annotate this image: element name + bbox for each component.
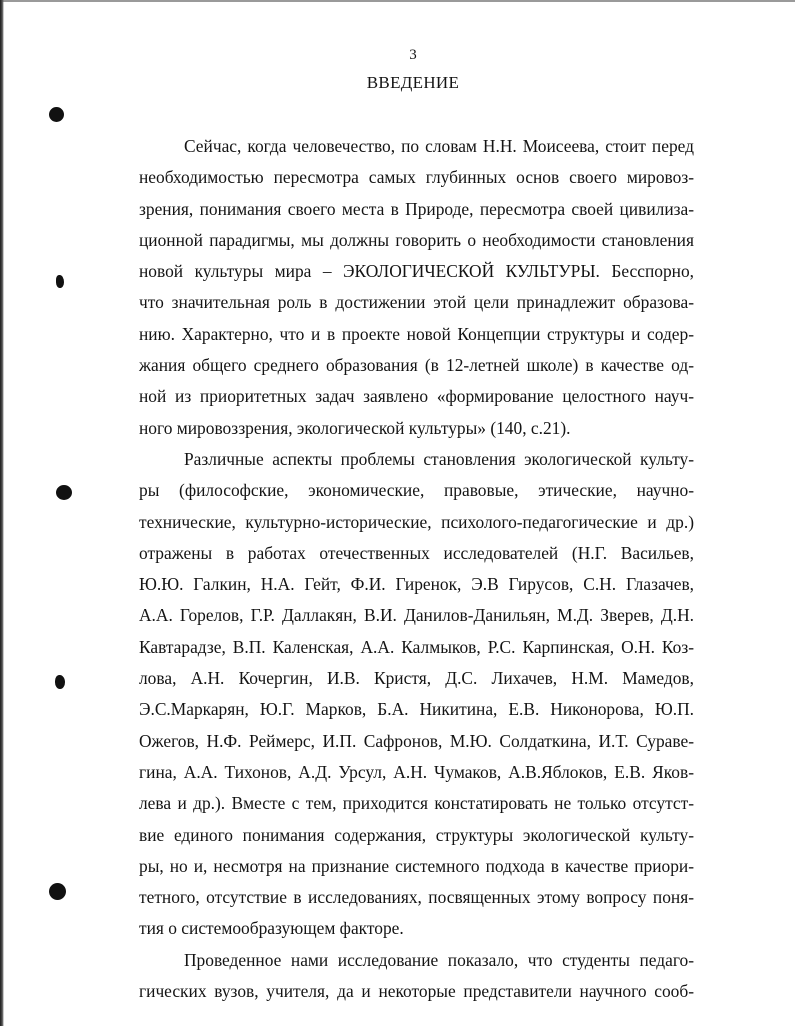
text-line: Проведенное нами исследование показало, что студенты педаго- — [184, 949, 694, 970]
text-line: вие единого понимания содержания, структуры экологической культу- — [139, 824, 694, 845]
paragraph-2 — [139, 444, 694, 945]
text-line: ры (философские, экономические, правовые, этические, научно- — [139, 480, 694, 501]
page-title: ВВЕДЕНИЕ — [366, 73, 460, 92]
text-line: ной из приоритетных задач заявлено «формирование целостного науч- — [139, 386, 694, 407]
binding-hole-mark — [55, 675, 65, 689]
text-line: лева и др.). Вместе с тем, приходится констатировать не только отсутст- — [139, 793, 694, 814]
text-line: технические, культурно-исторические, психолого-педагогические и др.) — [139, 511, 694, 532]
text-line: Кавтарадзе, В.П. Каленская, А.А. Калмыков, Р.С. Карпинская, О.Н. Коз- — [139, 636, 694, 657]
text-line: Ожегов, Н.Ф. Реймерс, И.П. Сафронов, М.Ю. Солдаткина, И.Т. Сураве- — [139, 730, 694, 751]
page-number: 3 — [409, 47, 417, 63]
scan-left-edge — [0, 0, 4, 1026]
text-line: отражены в работах отечественных исследователей (Н.Г. Васильев, — [139, 542, 694, 563]
text-line: А.А. Горелов, Г.Р. Даллакян, В.И. Данилов-Данильян, М.Д. Зверев, Д.Н. — [139, 605, 694, 626]
text-line: тия о системообразующем факторе. — [139, 918, 404, 939]
paragraph-3 — [139, 945, 694, 1008]
text-line: Сейчас, когда человечество, по словам Н.Н. Моисеева, стоит перед — [184, 136, 694, 156]
text-line: ционной парадигмы, мы должны говорить о необходимости становления — [139, 229, 694, 250]
text-line: ры, но и, несмотря на признание системного подхода в качестве приори- — [139, 855, 694, 876]
text-line: гина, А.А. Тихонов, А.Д. Урсул, А.Н. Чумаков, А.В.Яблоков, Е.В. Яков- — [139, 761, 694, 782]
text-line: ного мировоззрения, экологической культуры» (140, с.21). — [139, 417, 571, 438]
text-line: лова, А.Н. Кочергин, И.В. Кристя, Д.С. Лихачев, Н.М. Мамедов, — [139, 668, 694, 689]
text-line: тетного, отсутствие в исследованиях, посвященных этому вопросу поня- — [139, 887, 694, 908]
text-line: что значительная роль в достижении этой цели принадлежит образова- — [139, 292, 694, 313]
document-body — [139, 131, 694, 1007]
text-line: Различные аспекты проблемы становления экологической культу- — [184, 448, 694, 469]
text-line: необходимостью пересмотра самых глубинных основ своего мировоз- — [139, 167, 694, 188]
text-line: Э.С.Маркарян, Ю.Г. Марков, Б.А. Никитина, Е.В. Никонорова, Ю.П. — [139, 699, 694, 720]
binding-hole-mark — [49, 883, 66, 900]
paragraph-1 — [139, 131, 694, 444]
scan-top-edge — [0, 0, 795, 2]
binding-hole-mark — [56, 275, 64, 288]
text-line: зрения, понимания своего места в Природе, пересмотра своей цивилиза- — [139, 198, 694, 219]
text-line: новой культуры мира – ЭКОЛОГИЧЕСКОЙ КУЛЬТУРЫ. Бесспорно, — [139, 261, 694, 282]
text-line: жания общего среднего образования (в 12-летней школе) в качестве од- — [139, 355, 694, 376]
text-line: нию. Характерно, что и в проекте новой Концепции структуры и содер- — [139, 323, 694, 344]
text-line: Ю.Ю. Галкин, Н.А. Гейт, Ф.И. Гиренок, Э.В Гирусов, С.Н. Глазачев, — [139, 574, 694, 595]
text-line: гических вузов, учителя, да и некоторые представители научного сооб- — [139, 981, 694, 1002]
binding-hole-mark — [56, 485, 72, 500]
binding-hole-mark — [49, 107, 64, 122]
